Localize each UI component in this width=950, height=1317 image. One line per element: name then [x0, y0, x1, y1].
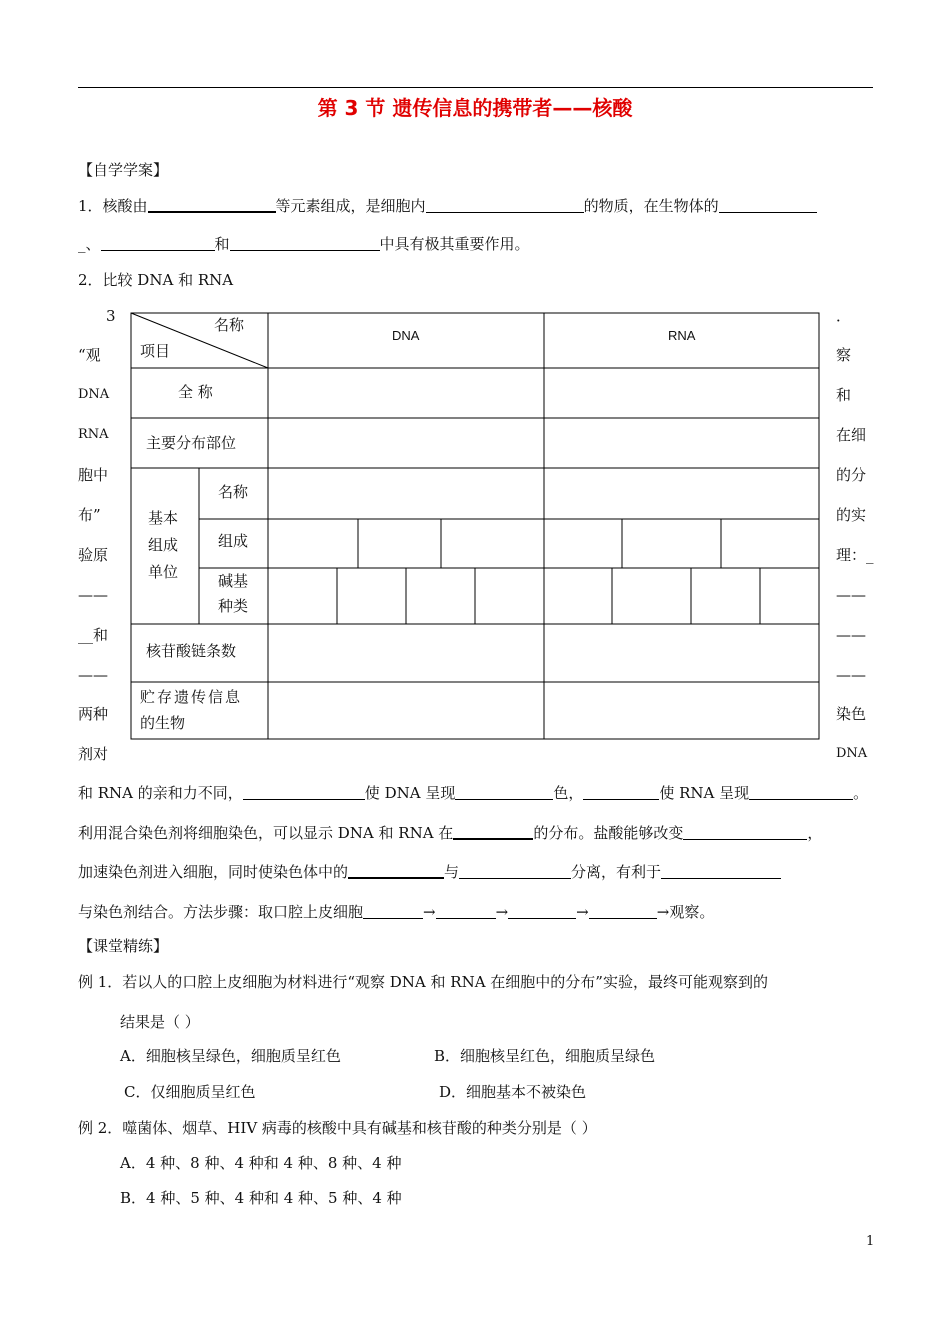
left-margin-text: 验原: [78, 546, 109, 564]
table-basic-unit-2: 组成: [148, 536, 179, 554]
page-title: 第 3 节 遗传信息的携带者——核酸: [317, 96, 633, 120]
example-1-option-d[interactable]: D．细胞基本不被染色: [439, 1083, 587, 1101]
left-margin-text: 剂对: [78, 745, 109, 763]
section-heading-practice: 【课堂精练】: [78, 937, 169, 955]
right-margin-text: 和: [836, 386, 852, 404]
arrow-icon: →: [495, 903, 509, 921]
blank[interactable]: [436, 902, 496, 919]
table-row-storage-2: 的生物: [140, 714, 186, 732]
right-margin-text: 理：_: [836, 546, 874, 564]
right-margin-text: 染色: [836, 705, 867, 723]
arrow-icon: →: [423, 903, 436, 921]
table-row-storage-1: 贮存遗传信息: [140, 688, 243, 706]
left-margin-text: 胞中: [78, 466, 109, 484]
left-margin-text: 两种: [78, 705, 109, 723]
blank[interactable]: [589, 902, 657, 919]
table-sub-base-2: 种类: [218, 597, 249, 615]
example-2-stem: 例 2．噬菌体、烟草、HIV 病毒的核酸中具有碱基和核苷酸的种类分别是（ ）: [78, 1119, 597, 1137]
table-row-chains: 核苷酸链条数: [146, 642, 237, 660]
right-margin-text: DNA: [836, 746, 868, 761]
right-margin-text: 的分: [836, 466, 867, 484]
paragraph-staining-1: 和 RNA 的亲和力不同， 使 DNA 呈现 色， 使 RNA 呈现 。: [78, 784, 869, 802]
left-margin-text: 3: [106, 307, 116, 325]
right-margin-text: 察: [836, 346, 852, 364]
example-1-stem: 例 1．若以人的口腔上皮细胞为材料进行“观察 DNA 和 RNA 在细胞中的分布”实验，最终可能观察到的: [78, 973, 768, 991]
table-column-rna: RNA: [668, 328, 696, 343]
blank[interactable]: [459, 862, 571, 879]
right-margin-text: 的实: [836, 506, 867, 524]
blank[interactable]: [508, 902, 576, 919]
left-margin-text: ——: [78, 586, 108, 604]
left-margin-text: RNA: [78, 427, 109, 442]
table-diagonal-header-item: 项目: [140, 342, 171, 360]
left-margin-text: DNA: [78, 387, 110, 402]
blank[interactable]: [363, 902, 423, 919]
table-basic-unit-3: 单位: [148, 563, 179, 581]
table-basic-unit-1: 基本: [148, 509, 179, 527]
right-margin-text: ——: [836, 626, 866, 644]
table-column-dna: DNA: [392, 328, 420, 343]
table-row-distribution: 主要分布部位: [146, 434, 237, 452]
blank[interactable]: [455, 783, 553, 800]
paragraph-staining-2: 利用混合染色剂将细胞染色，可以显示 DNA 和 RNA 在 的分布。盐酸能够改变 ，: [78, 824, 823, 842]
left-margin-text: 布”: [78, 506, 101, 524]
table-diagonal-header-name: 名称: [214, 316, 245, 334]
table-row-fullname: 全 称: [178, 383, 213, 401]
paragraph-staining-3: 加速染色剂进入细胞，同时使染色体中的 与 分离，有利于: [78, 861, 781, 882]
section-heading-self-study: 【自学学案】: [78, 161, 169, 179]
blank[interactable]: [661, 862, 781, 879]
question-1-line-1: 1．核酸由 等元素组成，是细胞内 的物质，在生物体的: [78, 195, 817, 216]
question-1-line-2: _、 和 中具有极其重要作用。: [78, 235, 530, 253]
blank[interactable]: [348, 861, 444, 879]
blank[interactable]: [243, 783, 365, 800]
page-number: 1: [866, 1234, 875, 1249]
table-sub-name: 名称: [218, 483, 249, 501]
example-1-option-b[interactable]: B．细胞核呈红色，细胞质呈绿色: [434, 1047, 656, 1065]
right-margin-text: ．: [836, 307, 852, 325]
blank[interactable]: [583, 783, 659, 800]
arrow-icon: →: [576, 903, 589, 921]
left-margin-text: “观: [78, 346, 101, 364]
example-1-option-a[interactable]: A．细胞核呈绿色，细胞质呈红色: [120, 1047, 341, 1065]
blank[interactable]: [453, 822, 533, 840]
example-2-option-a[interactable]: A．4 种、8 种、4 种和 4 种、8 种、4 种: [120, 1154, 402, 1172]
table-sub-composition: 组成: [218, 532, 249, 550]
right-margin-text: ——: [836, 666, 866, 684]
example-1-option-c[interactable]: C．仅细胞质呈红色: [124, 1083, 256, 1101]
paragraph-method-steps: 与染色剂结合。方法步骤：取口腔上皮细胞 → → → →观察。: [78, 903, 715, 921]
question-2: 2．比较 DNA 和 RNA: [78, 271, 234, 289]
left-margin-text: __和: [78, 626, 109, 644]
blank[interactable]: [683, 823, 807, 840]
example-2-option-b[interactable]: B．4 种、5 种、4 种和 4 种、5 种、4 种: [120, 1189, 402, 1207]
blank[interactable]: [749, 783, 853, 800]
left-margin-text: ——: [78, 666, 108, 684]
example-1-stem-cont: 结果是（ ）: [120, 1013, 200, 1031]
arrow-icon: →: [656, 903, 670, 921]
table-sub-base-1: 碱基: [218, 572, 249, 590]
right-margin-text: ——: [836, 586, 866, 604]
right-margin-text: 在细: [836, 426, 867, 444]
